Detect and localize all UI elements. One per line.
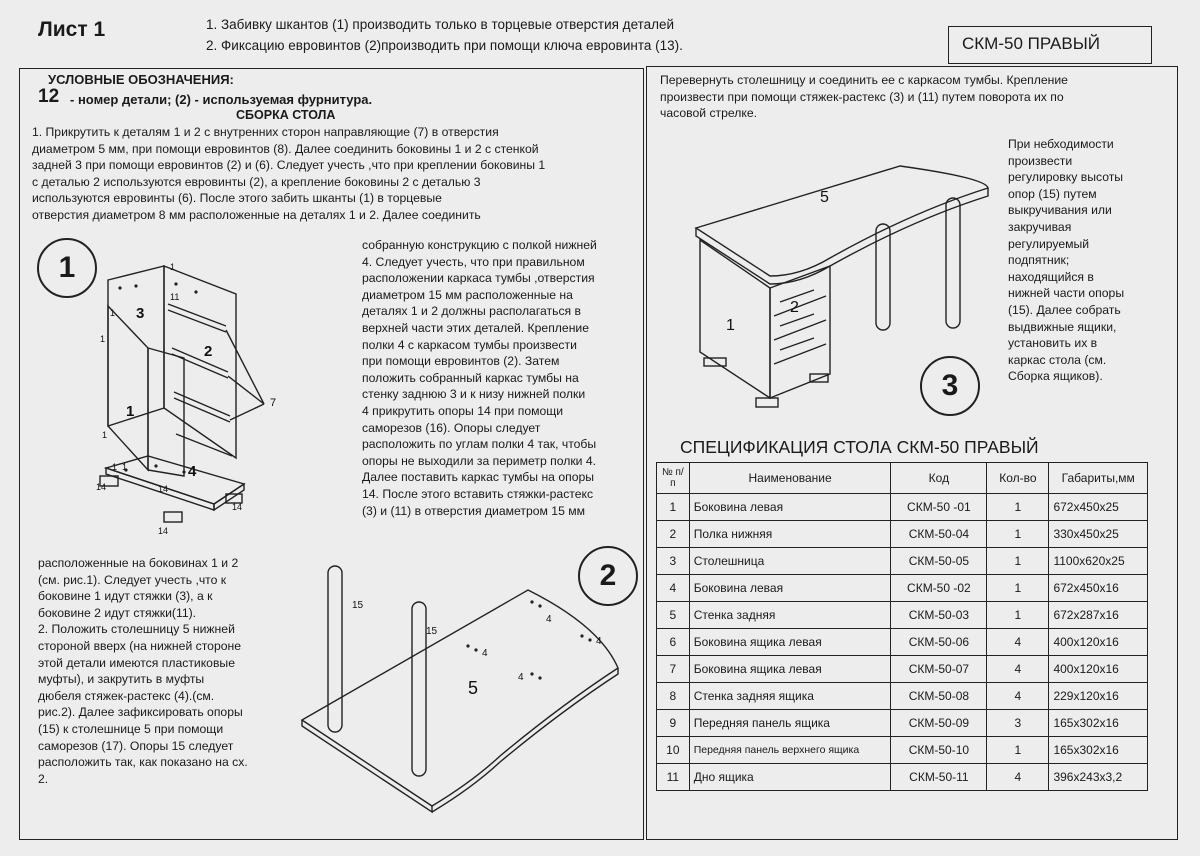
legend-heading: УСЛОВНЫЕ ОБОЗНАЧЕНИЯ: bbox=[48, 72, 234, 87]
fig2-part-5: 5 bbox=[468, 678, 479, 698]
fig1-foot-14c: 14 bbox=[232, 502, 243, 512]
fig1-small-11: 11 bbox=[170, 292, 180, 302]
figure-2-tabletop-drawing bbox=[300, 556, 630, 828]
table-row: 6 Боковина ящика левая СКМ-50-06 4 400х120х16 bbox=[657, 629, 1148, 656]
step1-top-text: 1. Прикрутить к деталям 1 и 2 с внутренних сторон направляющие (7) в отверстия диаметром 5 мм, при помощи евровинтов (8). Далее соединить боковины 1 и 2 с стенкой задней 3 при помощи евровинтов (2) и (6). Следует учесть ,что при креплении боковины 1 с деталью 2 используются евровинты (2), а крепление боковины 2 с деталью 3 используются евровинты (6). После этого забить шканты (1) в торцевые отверстия диаметром 8 мм расположенные на деталях 1 и 2. Далее соединить bbox=[32, 125, 546, 222]
figure-1-marker: 1 bbox=[37, 238, 97, 298]
table-row: 10 Передняя панель верхнего ящика СКМ-50-10 1 165х302х16 bbox=[657, 737, 1148, 764]
figure-1-cabinet-drawing bbox=[96, 258, 296, 540]
table-row: 7 Боковина ящика левая СКМ-50-07 4 400х120х16 bbox=[657, 656, 1148, 683]
top-note-1: 1. Забивку шкантов (1) производить только в торцевые отверстия деталей bbox=[206, 17, 675, 32]
fig3-part-2: 2 bbox=[790, 299, 799, 316]
fig1-foot-14d: 14 bbox=[158, 526, 169, 536]
legend-text: - номер детали; (2) - используемая фурнитура. bbox=[70, 92, 373, 107]
fig3-part-5: 5 bbox=[820, 189, 829, 206]
table-row: 11 Дно ящика СКМ-50-11 4 396х243х3,2 bbox=[657, 764, 1148, 791]
legend-number: 12 bbox=[38, 86, 60, 107]
fig1-part-1: 1 bbox=[126, 403, 135, 420]
spec-col-qty: Кол-во bbox=[987, 463, 1049, 494]
fig1-foot-14a: 14 bbox=[96, 482, 107, 492]
step3-right-text: При небходимости произвести регулировку высоты опор (15) путем выкручивания или закручивая регулируемый подпятник; находящийся в нижней части опоры (15). Далее собрать выдвижные ящики, установить их в каркас стола (см. Сборка ящиков). bbox=[1008, 137, 1125, 384]
figure-3-marker: 3 bbox=[920, 356, 980, 416]
spec-col-name: Наименование bbox=[689, 463, 891, 494]
model-label: СКМ-50 ПРАВЫЙ bbox=[962, 34, 1101, 53]
step2-text: расположенные на боковинах 1 и 2 (см. рис.1). Следует учесть ,что к боковине 1 идут стяжки (3), а к боковине 2 идут стяжки(11). 2. Положить столешницу 5 нижней стороной вверх (на нижней стороне этой детали имеются пластиковые муфты), и закрутить в муфты дюбеля стяжек-растекс (4).(см. рис.2). Далее зафиксировать опоры (15) к столешнице 5 при помощи саморезов (17). Опоры 15 следует расположить так, как показано на сх. 2. bbox=[38, 556, 248, 786]
fig2-fix-4b: 4 bbox=[596, 636, 602, 647]
step1-right-text: собранную конструкцию с полкой нижней 4. Следует учесть, что при правильном расположении каркаса тумбы ,отверстия диаметром 15 мм расположенные на деталях 1 и 2 должны располагаться в верхней части этих деталей. Крепление полки 4 с каркасом тумбы произвести при помощи евровинтов (2). Затем положить собранный каркас тумбы на стенку заднюю 3 и к низу нижней полки 4 прикрутить опоры 14 при помощи саморезов (16). Опоры следует расположить по углам полки 4 так, чтобы опоры не выходили за периметр полки 4. Далее поставить каркас тумбы на опоры 14. После этого вставить стяжки-растекс (3) и (11) в отверстия диаметром 15 мм bbox=[362, 238, 597, 518]
figure-3-desk-drawing bbox=[690, 164, 1000, 416]
fig2-fix-4a: 4 bbox=[546, 614, 552, 625]
spec-col-num: № п/п bbox=[657, 463, 690, 494]
fig2-leg-15b: 15 bbox=[426, 626, 438, 637]
table-row: 5 Стенка задняя СКМ-50-03 1 672х287х16 bbox=[657, 602, 1148, 629]
fig1-foot-14b: 14 bbox=[158, 484, 169, 494]
spec-table bbox=[656, 462, 1148, 791]
spec-col-size: Габариты,мм bbox=[1049, 463, 1148, 494]
fig2-fix-4d: 4 bbox=[518, 672, 524, 683]
table-row: 3 Столешница СКМ-50-05 1 1100х620х25 bbox=[657, 548, 1148, 575]
fig1-part-7: 7 bbox=[270, 397, 277, 409]
figure-2-marker: 2 bbox=[578, 546, 638, 606]
fig2-leg-15a: 15 bbox=[352, 600, 364, 611]
fig1-small-2a: 1 bbox=[112, 462, 118, 472]
fig1-small-1c: 1 bbox=[100, 334, 106, 344]
table-row: 4 Боковина левая СКМ-50 -02 1 672х450х16 bbox=[657, 575, 1148, 602]
fig2-fix-4c: 4 bbox=[482, 648, 488, 659]
fig1-part-3: 3 bbox=[136, 305, 145, 322]
fig1-small-1d: 1 bbox=[102, 430, 108, 440]
fig1-small-1a: 1 bbox=[170, 262, 176, 272]
table-row: 9 Передняя панель ящика СКМ-50-09 3 165х302х16 bbox=[657, 710, 1148, 737]
fig1-small-2b: 1 bbox=[122, 462, 128, 472]
fig1-part-4: 4 bbox=[188, 463, 197, 480]
table-row: 1 Боковина левая СКМ-50 -01 1 672х450х25 bbox=[657, 494, 1148, 521]
fig3-part-1: 1 bbox=[726, 317, 735, 334]
top-note-2: 2. Фиксацию евровинтов (2)производить при помощи ключа евровинта (13). bbox=[206, 38, 683, 53]
spec-col-code: Код bbox=[891, 463, 987, 494]
fig1-small-1b: 1 bbox=[110, 308, 116, 318]
spec-title: СПЕЦИФИКАЦИЯ СТОЛА СКМ-50 ПРАВЫЙ bbox=[680, 437, 1039, 457]
assembly-heading: СБОРКА СТОЛА bbox=[236, 108, 336, 122]
spec-header-row bbox=[657, 463, 1148, 494]
step3-top-text: Перевернуть столешницу и соединить ее с каркасом тумбы. Крепление произвести при помощи стяжек-растекс (3) и (11) путем поворота их по часовой стрелке. bbox=[660, 73, 1068, 121]
fig1-part-2: 2 bbox=[204, 343, 213, 360]
table-row: 2 Полка нижняя СКМ-50-04 1 330х450х25 bbox=[657, 521, 1148, 548]
table-row: 8 Стенка задняя ящика СКМ-50-08 4 229х120х16 bbox=[657, 683, 1148, 710]
sheet-label: Лист 1 bbox=[38, 18, 106, 41]
